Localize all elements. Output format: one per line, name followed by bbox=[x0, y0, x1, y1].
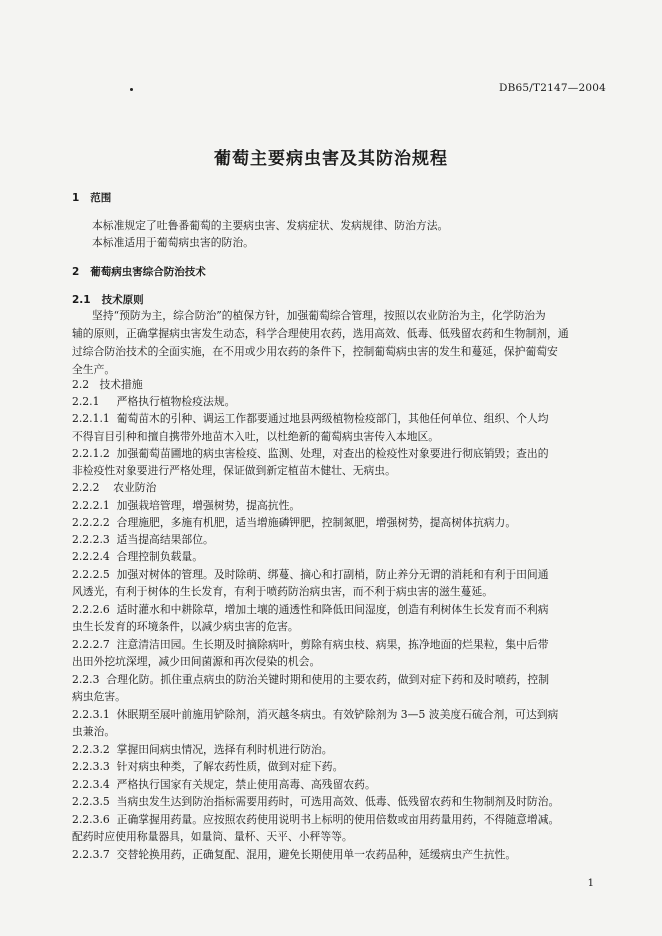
clause-2-2-3-7 bbox=[72, 848, 516, 862]
paragraph-line: 本标准适用于葡萄病虫害的防治。 bbox=[92, 236, 254, 249]
clause-text: 合理施肥，多施有机肥，适当增施磷钾肥，控制氮肥，增强树势，提高树体抗病力。 bbox=[116, 516, 517, 529]
clause-text: 适当提高结果部位。 bbox=[116, 533, 214, 546]
clause-2-2-2-7 bbox=[72, 638, 549, 652]
clause-number: 2.2.2.4 bbox=[72, 550, 110, 563]
clause-text: 严格执行植物检疫法规。 bbox=[116, 395, 236, 408]
paragraph-line: 坚持“预防为主，综合防治”的植保方针，加强葡萄综合管理，按照以农业防治为主，化学防治为 bbox=[92, 309, 546, 322]
clause-number: 2.2.3.5 bbox=[72, 795, 110, 808]
clause-continuation: 非检疫性对象要进行严格处理，保证做到新定植苗木健壮、无病虫。 bbox=[72, 464, 396, 477]
scan-speck bbox=[130, 88, 133, 91]
clause-number: 2.2.2.7 bbox=[72, 638, 110, 651]
clause-2-2-2-3 bbox=[72, 533, 214, 547]
clause-continuation: 不得盲目引种和擅自携带外地苗木入吐，以杜绝新的葡萄病虫害传入本地区。 bbox=[72, 430, 440, 443]
clause-text: 适时灌水和中耕除草，增加土壤的通透性和降低田间湿度，创造有利树体生长发育而不利病 bbox=[116, 603, 549, 616]
clause-continuation: 虫生长发育的环境条件，以减少病虫害的危害。 bbox=[72, 620, 299, 633]
clause-text: 针对病虫种类，了解农药性质，做到对症下药。 bbox=[116, 760, 344, 773]
clause-2-2-3 bbox=[72, 673, 549, 687]
clause-number: 2.2.2.6 bbox=[72, 603, 110, 616]
clause-text: 合理化防。抓住重点病虫的防治关键时期和使用的主要农药，做到对症下药和及时喷药，控制 bbox=[106, 673, 550, 686]
section-title: 技术原则 bbox=[101, 294, 144, 306]
section-title: 范围 bbox=[90, 192, 112, 204]
clause-number: 2.2.3.1 bbox=[72, 708, 110, 721]
clause-2-2-2-1 bbox=[72, 499, 300, 513]
paragraph-line: 本标准规定了吐鲁番葡萄的主要病虫害、发病症状、发病规律、防治方法。 bbox=[92, 219, 449, 232]
section-2-1-heading bbox=[72, 292, 144, 307]
clause-2-2-3-3 bbox=[72, 760, 343, 774]
clause-number: 2.2.1 bbox=[72, 395, 100, 408]
section-title: 葡萄病虫害综合防治技术 bbox=[90, 266, 206, 278]
clause-2-2-1-1 bbox=[72, 412, 549, 426]
clause-number: 2.2.2.1 bbox=[72, 499, 110, 512]
clause-text: 注意清洁田园。生长期及时摘除病叶，剪除有病虫枝、病果，拣净地面的烂果粒，集中后带 bbox=[116, 638, 549, 651]
section-1-heading bbox=[72, 190, 111, 205]
clause-continuation: 风透光，有利于树体的生长发育，有利于喷药防治病虫害，而不利于病虫害的滋生蔓延。 bbox=[72, 585, 494, 598]
clause-text: 农业防治 bbox=[113, 481, 157, 494]
clause-text: 合理控制负载量。 bbox=[116, 550, 204, 563]
clause-continuation: 虫兼治。 bbox=[72, 725, 116, 738]
clause-2-2-2-5 bbox=[72, 568, 549, 582]
clause-number: 2.2.3 bbox=[72, 673, 100, 686]
clause-text: 正确掌握用药量。应按照农药使用说明书上标明的使用倍数或亩用药量用药，不得随意增减。 bbox=[116, 813, 560, 826]
clause-continuation: 病虫危害。 bbox=[72, 690, 126, 703]
paragraph-line: 过综合防治技术的全面实施，在不用或少用农药的条件下，控制葡萄病虫害的发生和蔓延，保护葡萄安 bbox=[72, 345, 558, 358]
clause-2-2-3-5 bbox=[72, 795, 559, 809]
clause-text: 加强栽培管理，增强树势，提高抗性。 bbox=[116, 499, 301, 512]
section-number: 1 bbox=[72, 192, 80, 204]
clause-number: 2.2.3.4 bbox=[72, 778, 110, 791]
section-number: 2.1 bbox=[72, 294, 91, 306]
clause-number: 2.2.3.3 bbox=[72, 760, 110, 773]
section-number: 2.2 bbox=[72, 378, 90, 391]
clause-number: 2.2.2.3 bbox=[72, 533, 110, 546]
clause-text: 加强葡萄苗圃地的病虫害检疫、监测、处理，对查出的检疫性对象要进行彻底销毁；查出的 bbox=[116, 447, 549, 460]
paragraph-line: 辅的原则，正确掌握病虫害发生动态，科学合理使用农药，选用高效、低毒、低残留农药和生物制剂，通 bbox=[72, 327, 569, 340]
clause-2-2-2-4 bbox=[72, 550, 203, 564]
clause-text: 当病虫发生达到防治指标需要用药时，可选用高效、低毒、低残留农药和生物制剂及时防治。 bbox=[116, 795, 560, 808]
clause-2-2-2-6 bbox=[72, 603, 549, 617]
paragraph-line: 全生产。 bbox=[72, 363, 116, 376]
clause-2-2-3-1 bbox=[72, 708, 558, 722]
clause-2-2-2-2 bbox=[72, 516, 516, 530]
clause-2-2-1-2 bbox=[72, 447, 549, 461]
clause-2-2-2 bbox=[72, 481, 156, 495]
clause-continuation: 配药时应使用称量器具，如量筒、量杯、天平、小秤等等。 bbox=[72, 830, 353, 843]
section-2-heading bbox=[72, 264, 206, 279]
clause-text: 加强对树体的管理。及时除萌、绑蔓、摘心和打副梢，防止养分无谓的消耗和有利于田间通 bbox=[116, 568, 549, 581]
page-number: 1 bbox=[587, 878, 594, 889]
clause-2-2-3-4 bbox=[72, 778, 376, 792]
clause-number: 2.2.2 bbox=[72, 481, 100, 494]
clause-number: 2.2.3.6 bbox=[72, 813, 110, 826]
clause-number: 2.2.1.2 bbox=[72, 447, 110, 460]
clause-text: 葡萄苗木的引种、调运工作都要通过地县两级植物检疫部门，其他任何单位、组织、个人均 bbox=[116, 412, 549, 425]
clause-text: 交替轮换用药，正确复配、混用，避免长期使用单一农药品种，延缓病虫产生抗性。 bbox=[116, 848, 517, 861]
clause-continuation: 出田外挖坑深埋，减少田间菌源和再次侵染的机会。 bbox=[72, 655, 321, 668]
clause-2-2-1 bbox=[72, 395, 235, 409]
clause-text: 掌握田间病虫情况，选择有利时机进行防治。 bbox=[116, 743, 333, 756]
clause-2-2-3-6 bbox=[72, 813, 559, 827]
clause-text: 严格执行国家有关规定，禁止使用高毒、高残留农药。 bbox=[116, 778, 376, 791]
section-2-2-heading bbox=[72, 378, 143, 392]
clause-text: 休眠期至展叶前施用铲除剂，消灭越冬病虫。有效铲除剂为 3—5 波美度石硫合剂，可达到病 bbox=[116, 708, 559, 721]
page-title: 葡萄主要病虫害及其防治规程 bbox=[214, 149, 448, 169]
standard-code: DB65/T2147—2004 bbox=[499, 82, 606, 94]
clause-number: 2.2.3.2 bbox=[72, 743, 110, 756]
clause-number: 2.2.2.5 bbox=[72, 568, 110, 581]
clause-number: 2.2.2.2 bbox=[72, 516, 110, 529]
clause-2-2-3-2 bbox=[72, 743, 333, 757]
clause-number: 2.2.3.7 bbox=[72, 848, 110, 861]
section-number: 2 bbox=[72, 266, 80, 278]
section-title: 技术措施 bbox=[99, 378, 143, 391]
clause-number: 2.2.1.1 bbox=[72, 412, 110, 425]
